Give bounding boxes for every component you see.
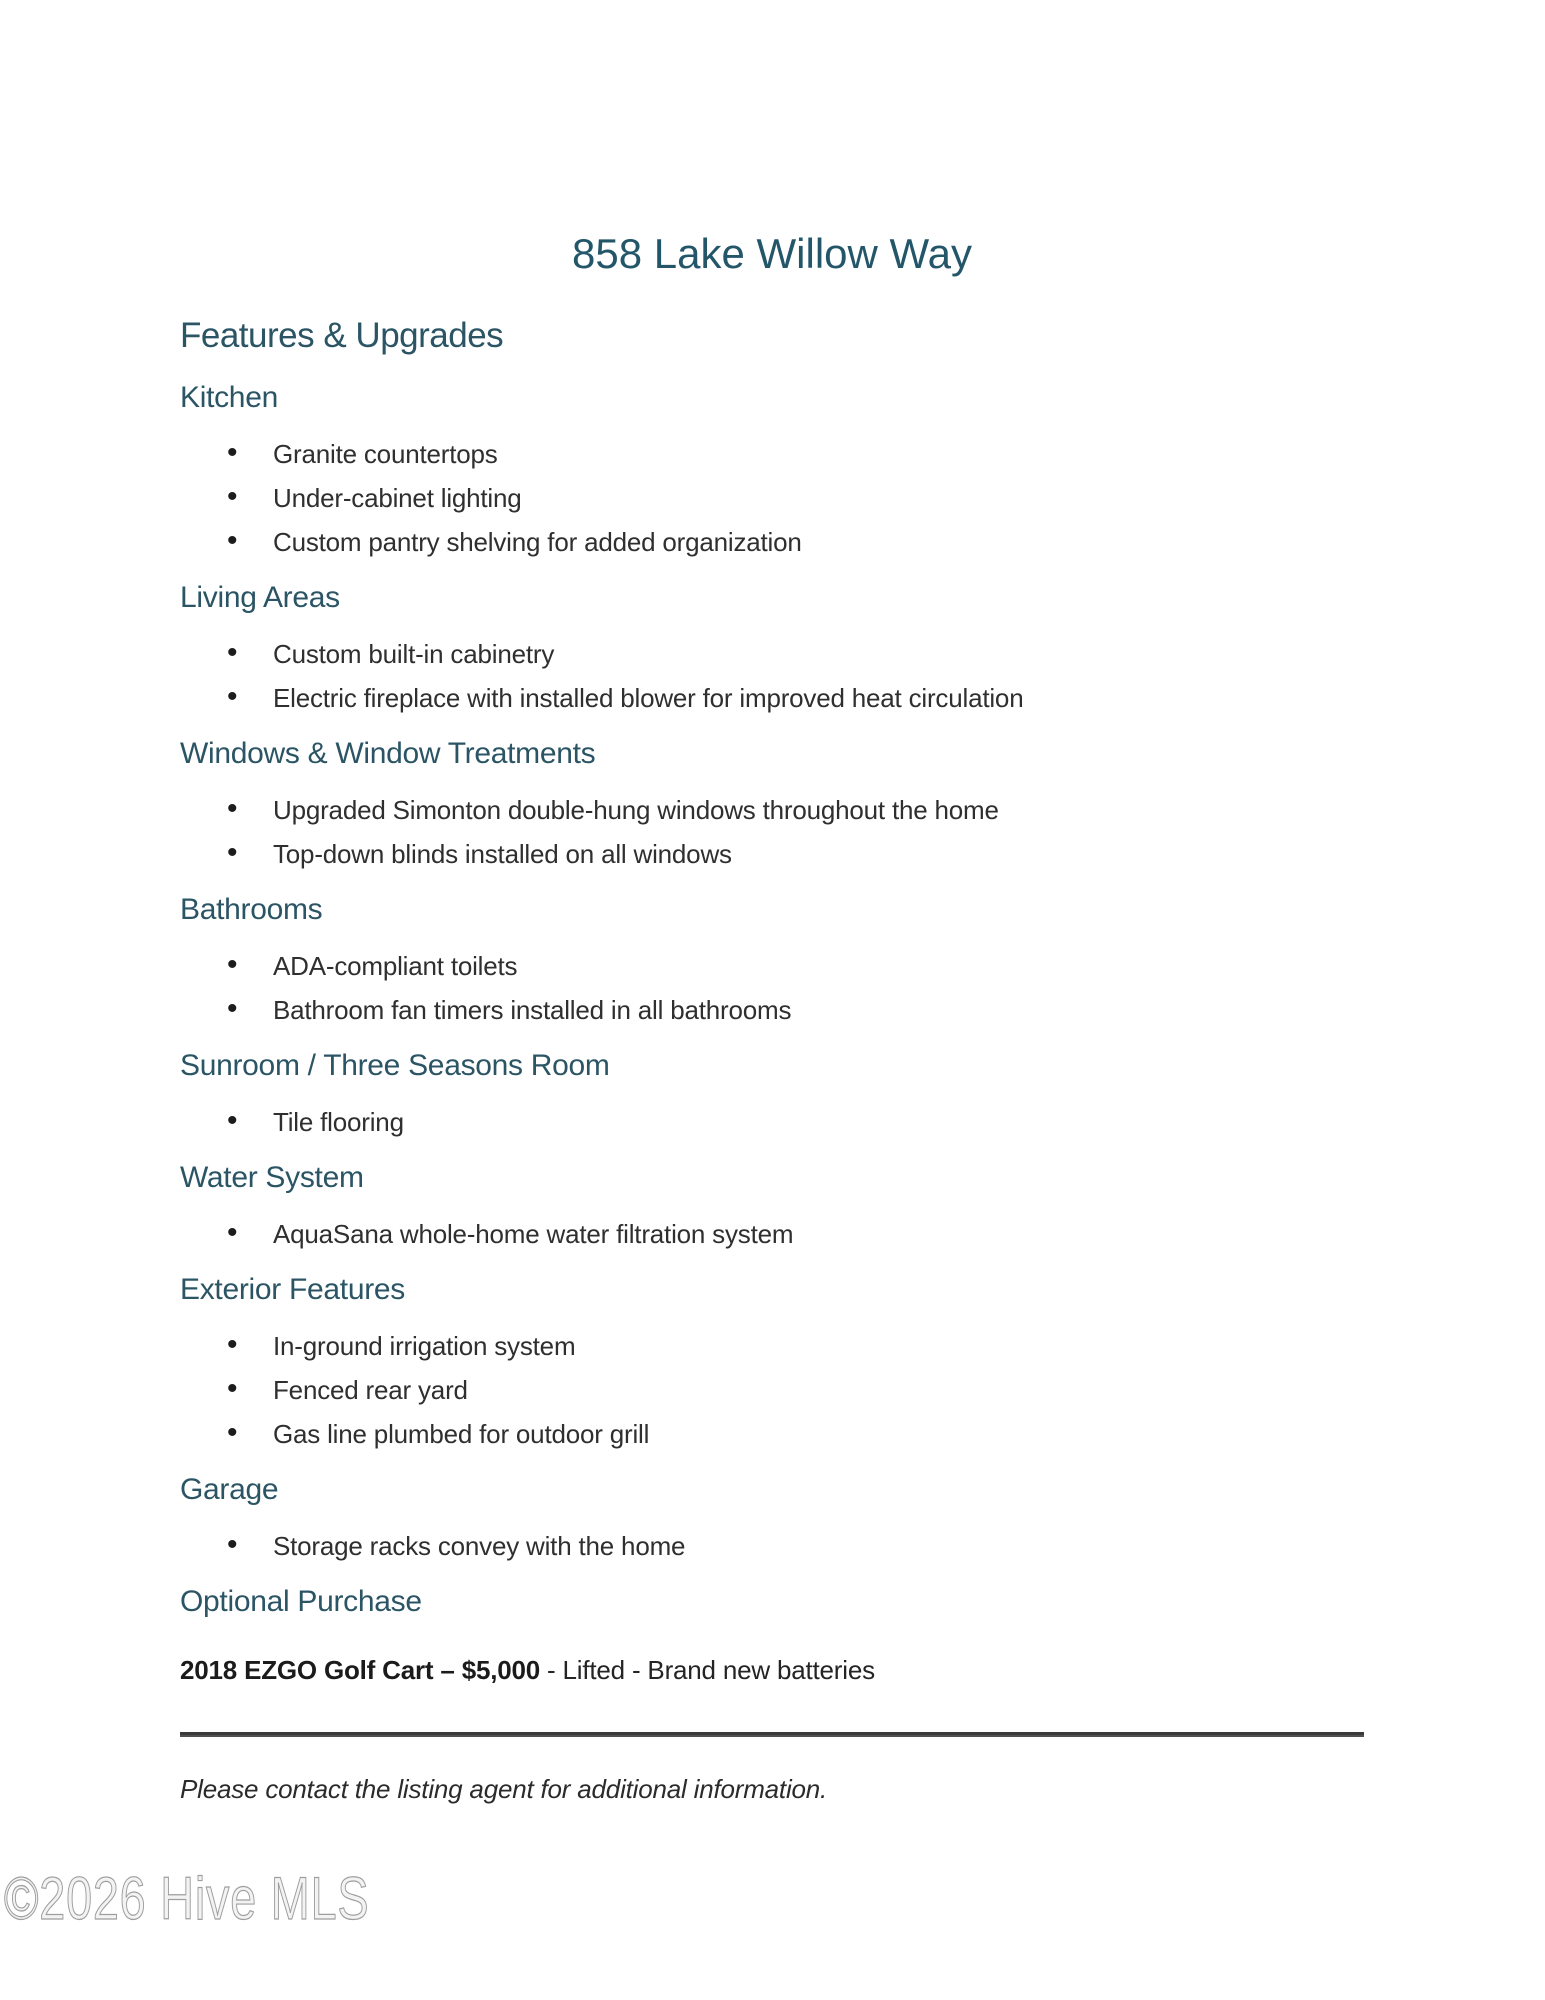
section-heading-water-system: Water System: [180, 1161, 364, 1194]
section-heading-optional-purchase: Optional Purchase: [180, 1585, 422, 1618]
page-title: 858 Lake Willow Way: [572, 230, 972, 277]
living-areas-list: [180, 639, 1364, 713]
bathrooms-list: [180, 951, 1364, 1025]
list-item: • Electric fireplace with installed blower for improved heat circulation: [180, 683, 1364, 713]
list-item: • Custom built-in cabinetry: [180, 639, 1364, 669]
features-upgrades-heading: Features & Upgrades: [180, 316, 504, 355]
list-item: • Upgraded Simonton double-hung windows throughout the home: [180, 795, 1364, 825]
section-heading-living-areas: Living Areas: [180, 581, 340, 614]
document-page: [180, 0, 1364, 1804]
section-heading-exterior: Exterior Features: [180, 1273, 405, 1306]
list-item: • ADA-compliant toilets: [180, 951, 1364, 981]
sunroom-list: [180, 1107, 1364, 1137]
optional-purchase-line: [180, 1655, 1364, 1685]
list-item: • Top-down blinds installed on all windows: [180, 839, 1364, 869]
section-heading-windows: Windows & Window Treatments: [180, 737, 596, 770]
exterior-list: [180, 1331, 1364, 1449]
list-item: • AquaSana whole-home water filtration system: [180, 1219, 1364, 1249]
list-item: • Storage racks convey with the home: [180, 1531, 1364, 1561]
kitchen-list: [180, 439, 1364, 557]
section-heading-kitchen: Kitchen: [180, 381, 278, 414]
list-item: • Custom pantry shelving for added organization: [180, 527, 1364, 557]
list-item: • Fenced rear yard: [180, 1375, 1364, 1405]
list-item: • Gas line plumbed for outdoor grill: [180, 1419, 1364, 1449]
mls-watermark: ©2026 Hive MLS: [4, 1865, 370, 1932]
section-heading-sunroom: Sunroom / Three Seasons Room: [180, 1049, 610, 1082]
windows-list: [180, 795, 1364, 869]
list-item: • In-ground irrigation system: [180, 1331, 1364, 1361]
list-item: • Granite countertops: [180, 439, 1364, 469]
golf-cart-details: - Lifted - Brand new batteries: [540, 1655, 875, 1685]
footer-note: Please contact the listing agent for additional information.: [180, 1774, 828, 1804]
list-item: • Tile flooring: [180, 1107, 1364, 1137]
golf-cart-price: 2018 EZGO Golf Cart – $5,000: [180, 1655, 541, 1685]
divider-rule: [180, 1732, 1364, 1737]
list-item: • Bathroom fan timers installed in all bathrooms: [180, 995, 1364, 1025]
list-item: • Under-cabinet lighting: [180, 483, 1364, 513]
section-heading-garage: Garage: [180, 1473, 279, 1506]
garage-list: [180, 1531, 1364, 1561]
water-system-list: [180, 1219, 1364, 1249]
section-heading-bathrooms: Bathrooms: [180, 893, 323, 926]
